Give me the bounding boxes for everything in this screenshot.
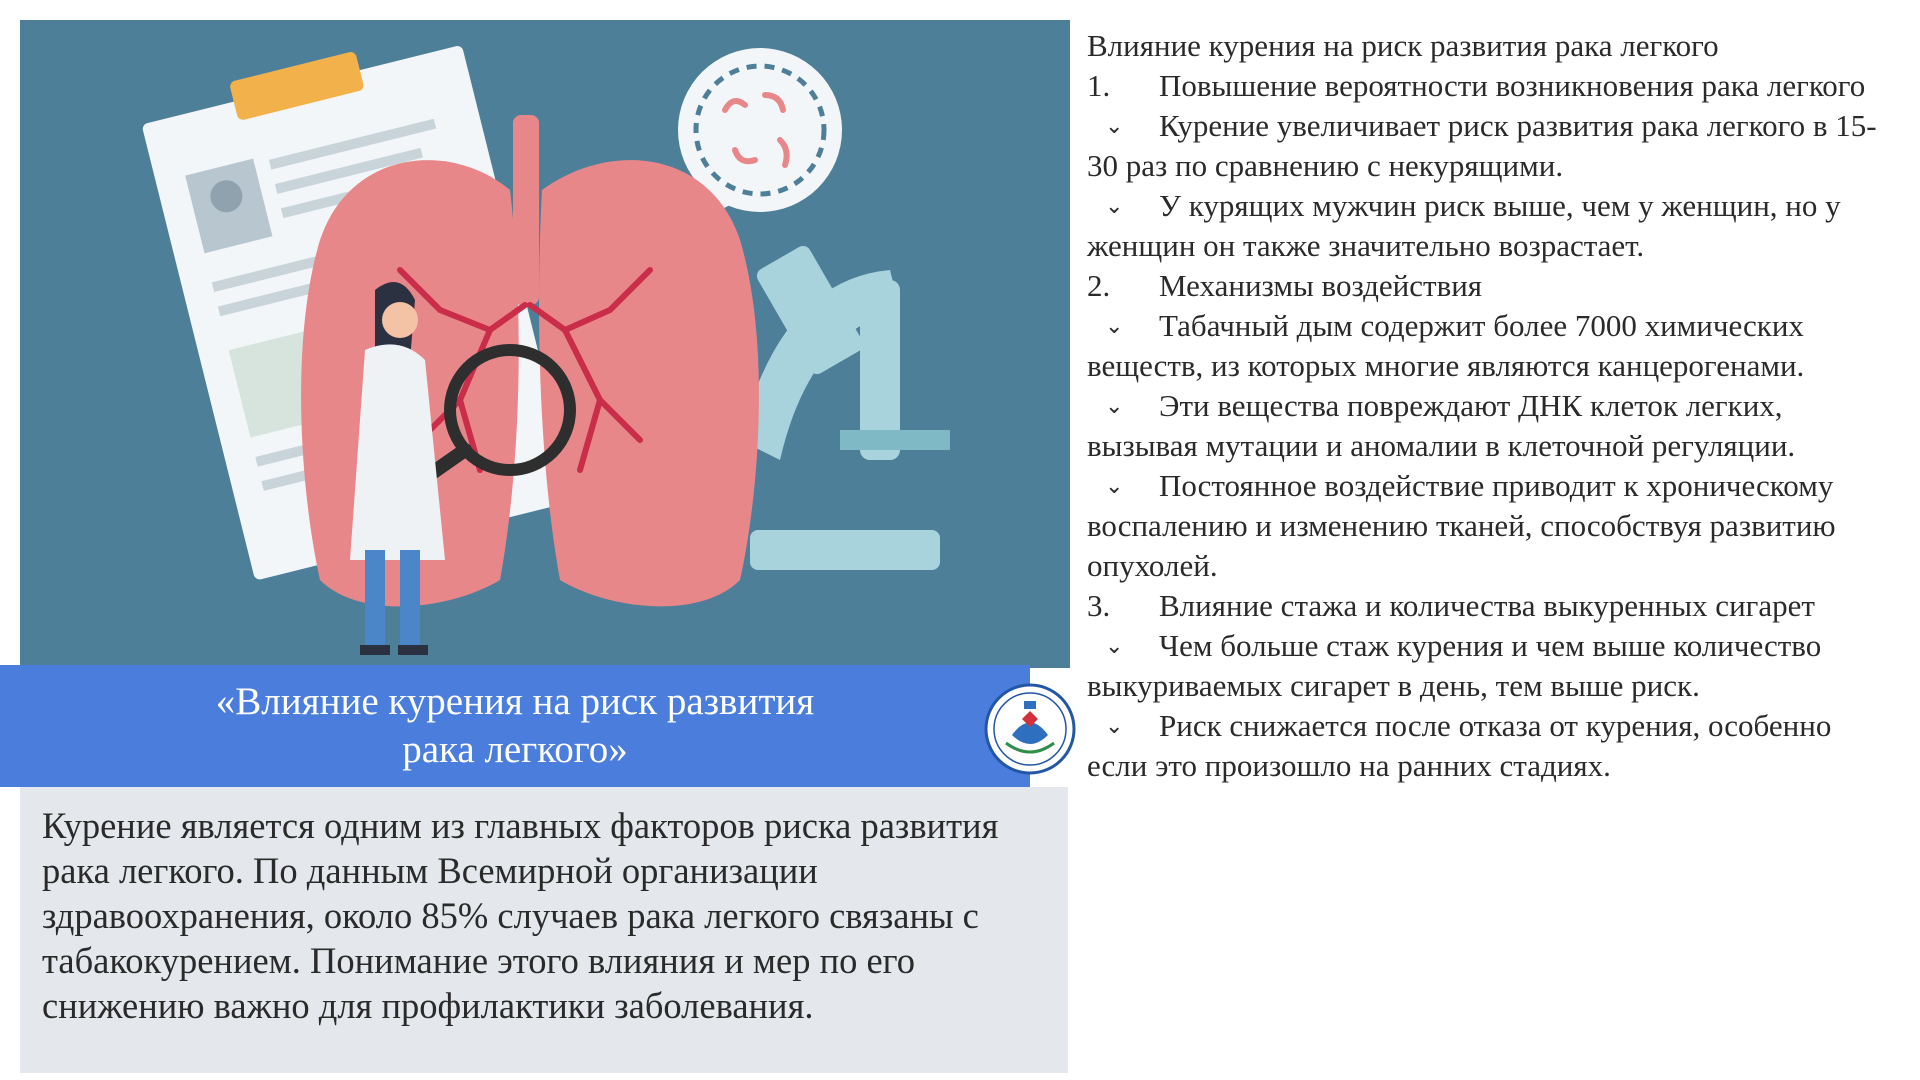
bullet-text: Табачный дым содержит более 7000 химических веществ, из которых многие являются канцерогенами.: [1087, 308, 1805, 383]
section-number: 3.: [1087, 588, 1111, 623]
intro-text-block: [20, 787, 1068, 1073]
list-item: [1087, 626, 1887, 706]
section-title: [1087, 66, 1887, 106]
section-title-text: Влияние стажа и количества выкуренных сигарет: [1159, 588, 1815, 623]
list-item: [1087, 466, 1887, 586]
content-column: [1087, 26, 1887, 786]
bullet-chevron-icon: ⌄: [1105, 713, 1124, 738]
section-2: [1087, 266, 1887, 586]
bullet-chevron-icon: ⌄: [1105, 633, 1124, 658]
section-title: [1087, 266, 1887, 306]
bullet-chevron-icon: ⌄: [1105, 193, 1124, 218]
list-item: [1087, 106, 1887, 186]
section-number: 2.: [1087, 268, 1111, 303]
bullet-text: Курение увеличивает риск развития рака легкого в 15-30 раз по сравнению с некурящими.: [1087, 108, 1877, 183]
page-title: «Влияние курения на риск развития рака легкого»: [215, 680, 815, 771]
section-1: [1087, 66, 1887, 266]
section-number: 1.: [1087, 68, 1111, 103]
lungs-magnifier-illustration-icon: [20, 20, 1070, 668]
section-title: [1087, 586, 1887, 626]
bullet-text: Эти вещества повреждают ДНК клеток легких, вызывая мутации и аномалии в клеточной регуляции.: [1087, 388, 1796, 463]
bullet-chevron-icon: ⌄: [1105, 313, 1124, 338]
section-3: [1087, 586, 1887, 786]
university-emblem-icon: [984, 683, 1076, 775]
section-title-text: Механизмы воздействия: [1159, 268, 1483, 303]
list-item: [1087, 186, 1887, 266]
list-item: [1087, 706, 1887, 786]
bullet-text: Чем больше стаж курения и чем выше количество выкуриваемых сигарет в день, тем выше риск.: [1087, 628, 1822, 703]
bullet-text: Постоянное воздействие приводит к хроническому воспалению и изменению тканей, способствуя развитию опухолей.: [1087, 468, 1836, 583]
bullet-chevron-icon: ⌄: [1105, 113, 1124, 138]
lungs-illustration: [20, 20, 1070, 668]
title-banner: [0, 665, 1030, 787]
microscope-icon: [740, 243, 950, 570]
content-heading: Влияние курения на риск развития рака легкого: [1087, 28, 1719, 63]
bullet-chevron-icon: ⌄: [1105, 473, 1124, 498]
section-title-text: Повышение вероятности возникновения рака легкого: [1159, 68, 1866, 103]
list-item: [1087, 306, 1887, 386]
bullet-text: Риск снижается после отказа от курения, особенно если это произошло на ранних стадиях.: [1087, 708, 1832, 783]
list-item: [1087, 386, 1887, 466]
bullet-text: У курящих мужчин риск выше, чем у женщин, но у женщин он также значительно возрастает.: [1087, 188, 1841, 263]
intro-text: Курение является одним из главных факторов риска развития рака легкого. По данным Всемирной организации здравоохранения, около 85% случаев рака легкого связаны с табакокурением. Понимание этого влияния и мер по его снижению важно для профилактики заболевания.: [42, 805, 999, 1026]
bullet-chevron-icon: ⌄: [1105, 393, 1124, 418]
university-logo: [984, 683, 1076, 775]
